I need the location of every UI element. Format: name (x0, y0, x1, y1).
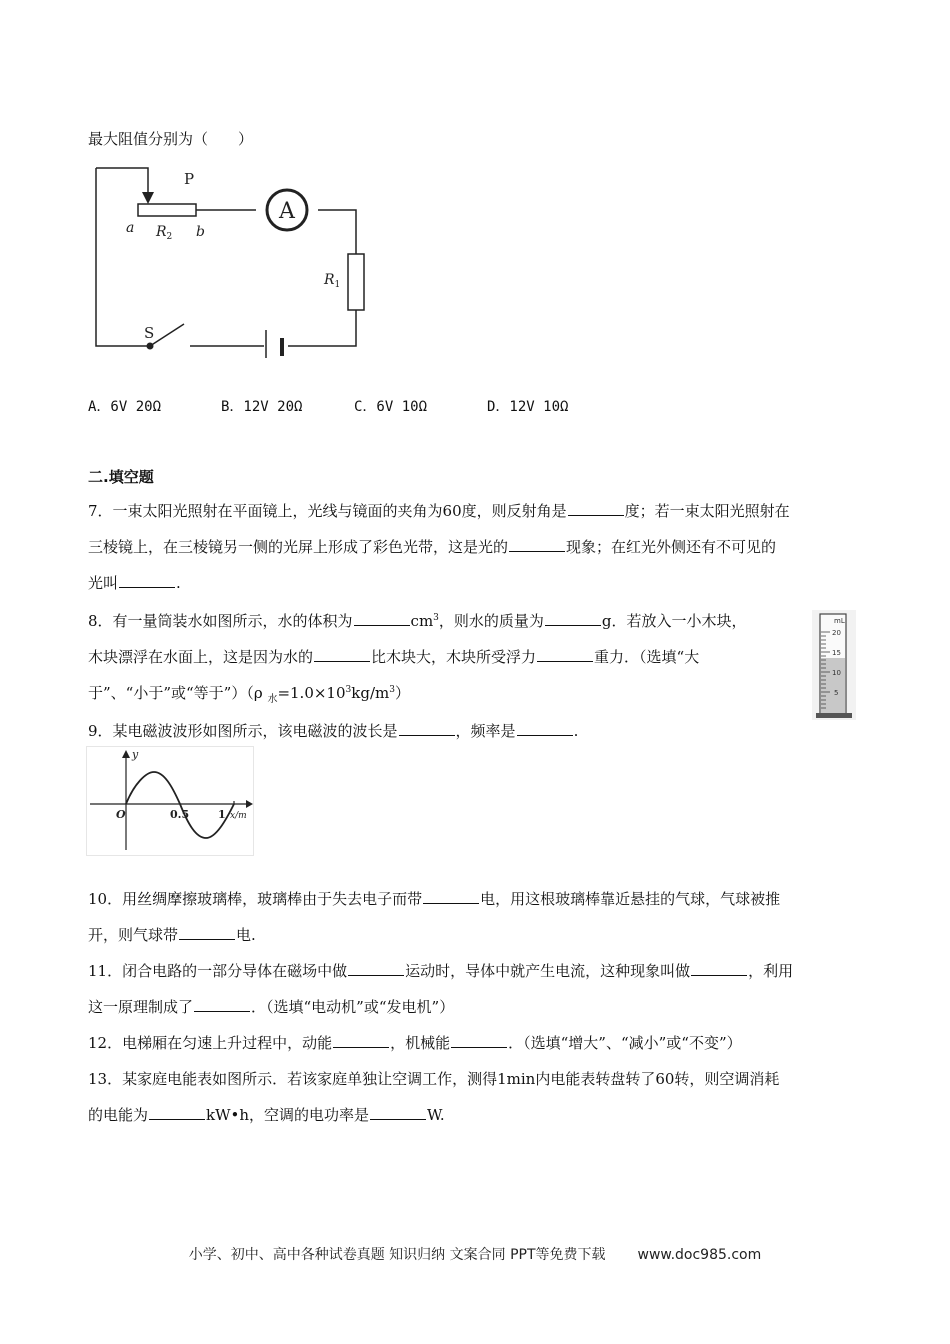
answer-blank[interactable] (423, 888, 479, 904)
answer-blank[interactable] (451, 1032, 507, 1048)
switch-pivot (147, 343, 154, 350)
answer-blank[interactable] (314, 646, 370, 662)
pointer-label: P (184, 170, 195, 188)
answer-blank[interactable] (354, 610, 410, 626)
q8-line-2: 木块漂浮在水面上，这是因为水的 比木块大，木块所受浮力 重力．（选填“大 (88, 648, 700, 666)
answer-blank[interactable] (149, 1104, 205, 1120)
q7-line-1: 7．一束太阳光照射在平面镜上，光线与镜面的夹角为60度，则反射角是 度；若一束太阳光照射在 (88, 502, 790, 520)
answer-blank[interactable] (333, 1032, 389, 1048)
q12-line-1: 12．电梯厢在匀速上升过程中，动能 ，机械能 ．（选填“增大”、“减小”或“不变”） (88, 1034, 742, 1052)
answer-blank[interactable] (399, 720, 455, 736)
option-a[interactable]: A．6V 20Ω (88, 399, 162, 415)
answer-blank[interactable] (370, 1104, 426, 1120)
rheostat-body (138, 204, 196, 216)
section-title: 二.填空题 (88, 468, 154, 486)
slider-arrow (142, 192, 154, 204)
end-a-label: a (126, 220, 135, 236)
y-axis-label: y (132, 748, 139, 761)
answer-blank[interactable] (537, 646, 593, 662)
q7-line-3: 光叫 . (88, 574, 181, 592)
answer-blank[interactable] (509, 536, 565, 552)
q10-line-2: 开，则气球带 电. (88, 926, 256, 944)
q13-line-2: 的电能为 kW•h，空调的电功率是 W. (88, 1106, 445, 1124)
wire (96, 168, 148, 194)
ammeter-label: A (279, 199, 295, 224)
x-axis-label: x/m (230, 811, 247, 821)
q8-line-1: 8．有一量筒装水如图所示，水的体积为 $cm^3$，则水的质量为 g．若放入一小木块， (88, 612, 747, 630)
answer-blank[interactable] (348, 960, 404, 976)
answer-blank[interactable] (568, 500, 624, 516)
water (821, 658, 845, 715)
q11-line-1: 11．闭合电路的一部分导体在磁场中做 运动时，导体中就产生电流，这种现象叫做 ，利用 (88, 962, 794, 980)
option-b[interactable]: B．12V 20Ω (221, 399, 303, 415)
answer-blank[interactable] (179, 924, 235, 940)
end-b-label: b (196, 224, 205, 240)
x-tick-label: 0.5 (170, 808, 190, 821)
wire (288, 310, 356, 346)
origin-label: O (116, 808, 126, 821)
tick-label: 15 (832, 649, 841, 657)
q7-line-2: 三棱镜上，在三棱镜另一侧的光屏上形成了彩色光带，这是光的 现象；在红光外侧还有不可见的 (88, 538, 777, 556)
rheostat-label: $R_2$ (156, 224, 173, 242)
resistor-r1 (348, 254, 364, 310)
switch-blade (150, 324, 184, 346)
switch-label: S (144, 324, 155, 342)
answer-blank[interactable] (119, 572, 175, 588)
q9-line-1: 9．某电磁波波形如图所示，该电磁波的波长是 ，频率是 . (88, 722, 579, 740)
tick-label: 5 (834, 689, 839, 697)
answer-blank[interactable] (691, 960, 747, 976)
page-footer (0, 1244, 950, 1264)
circuit-diagram (86, 158, 376, 358)
footer-text: 小学、初中、高中各种试卷真题 知识归纳 文案合同 PPT等免费下载 (188, 1247, 606, 1263)
q10-line-1: 10．用丝绸摩擦玻璃棒，玻璃棒由于失去电子而带 电，用这根玻璃棒靠近悬挂的气球，气球被推 (88, 890, 781, 908)
tick-label: 10 (832, 669, 841, 677)
wave-graph (86, 746, 254, 856)
wire (96, 168, 148, 346)
option-c[interactable]: C．6V 10Ω (354, 399, 428, 415)
footer-url[interactable]: www.doc985.com (637, 1247, 762, 1263)
x-tick-label: 1 (218, 808, 226, 821)
cylinder-base (816, 713, 852, 718)
q6-stem-tail: 最大阻值分别为（ ） (88, 130, 254, 148)
wire (318, 210, 356, 254)
q13-line-1: 13．某家庭电能表如图所示．若该家庭单独让空调工作，测得1min内电能表转盘转了60转，则空调消耗 (88, 1070, 780, 1088)
q6-options (88, 396, 568, 416)
answer-blank[interactable] (194, 996, 250, 1012)
resistor-label: $R_1$ (324, 272, 341, 290)
graduated-cylinder (812, 610, 856, 720)
tick-label: 20 (832, 629, 841, 637)
q11-line-2: 这一原理制成了 ．（选填“电动机”或“发电机”） (88, 998, 455, 1016)
cylinder-unit: mL (834, 617, 845, 625)
answer-blank[interactable] (545, 610, 601, 626)
q8-line-3: 于”、“小于”或“等于”）（ρ $_水=1.0\times 10^3kg/m^3$） (88, 684, 410, 705)
option-d[interactable]: D．12V 10Ω (487, 399, 569, 415)
answer-blank[interactable] (517, 720, 573, 736)
